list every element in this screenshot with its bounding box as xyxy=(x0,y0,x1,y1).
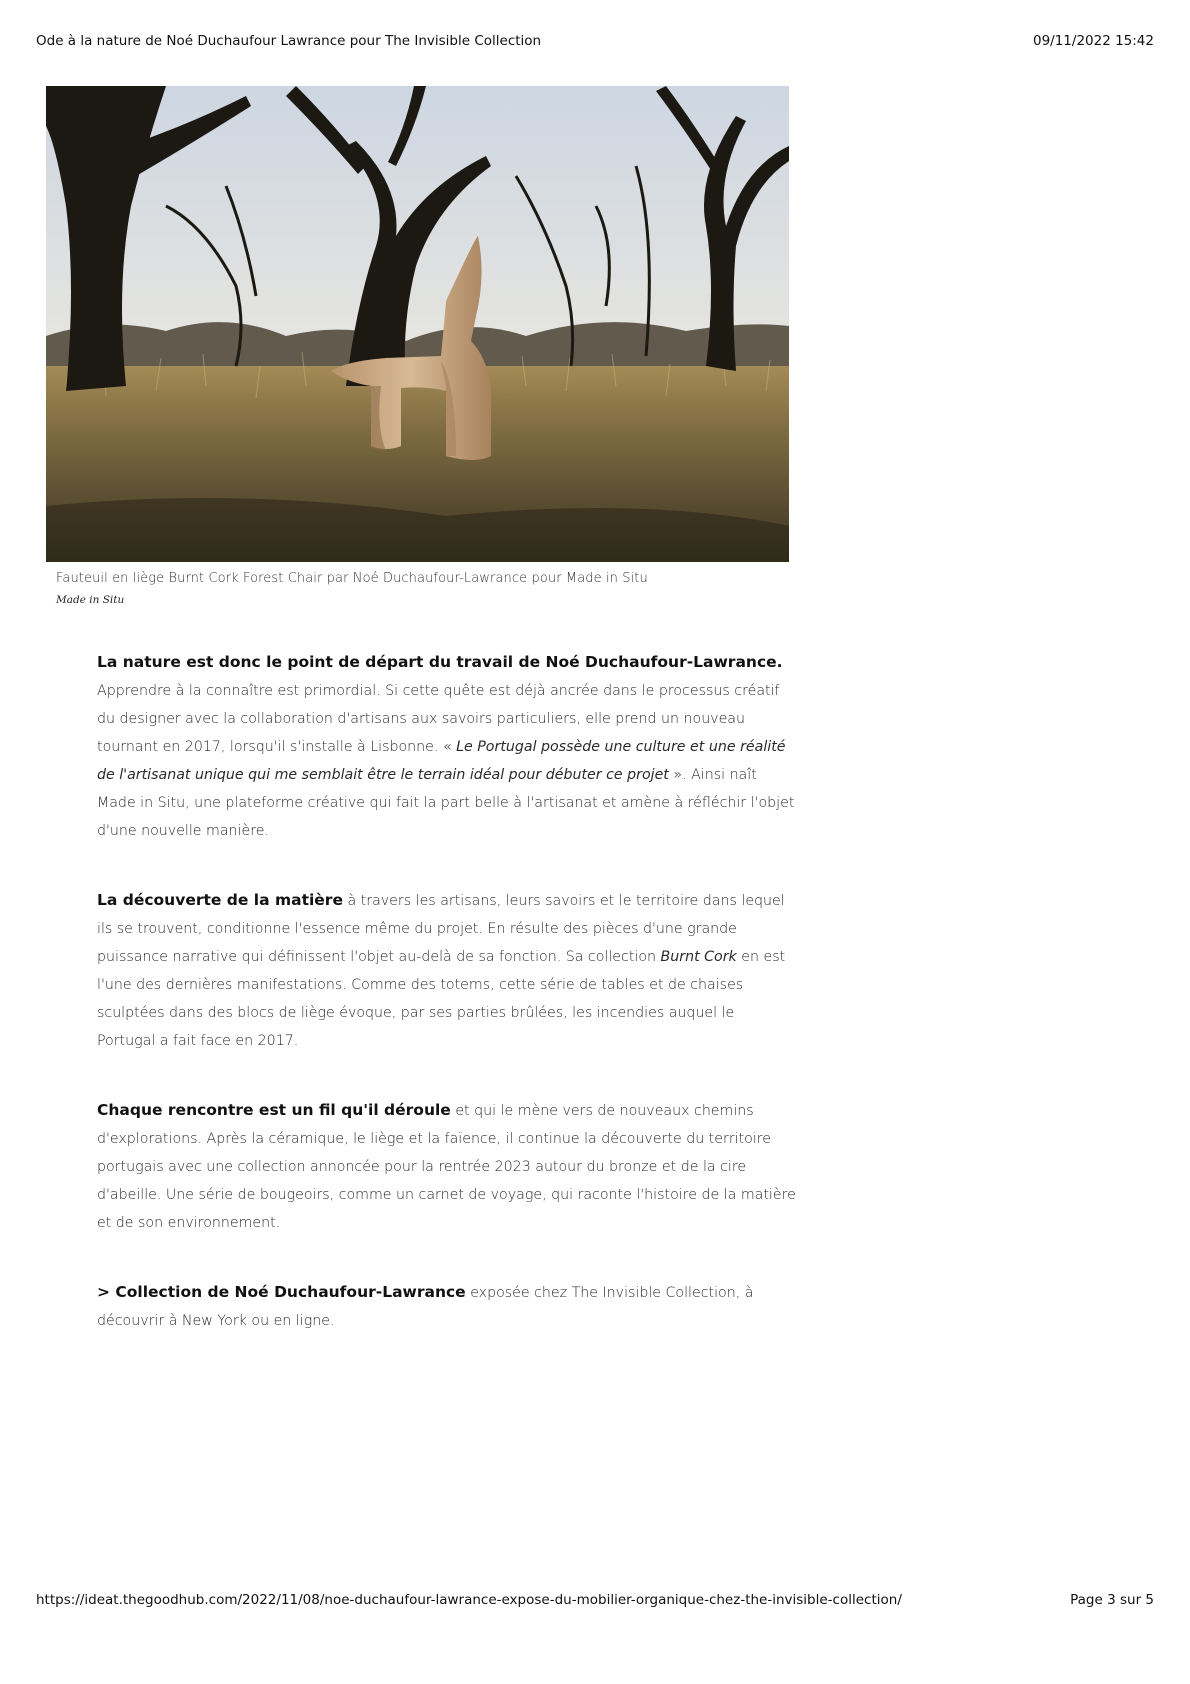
print-datetime: 09/11/2022 15:42 xyxy=(1032,33,1154,49)
paragraph-1-quote: Le Portugal possède une culture et une réalité de l'artisanat unique qui me semblait être le terrain idéal pour débuter ce projet xyxy=(97,739,786,783)
paragraph-2 xyxy=(97,886,797,1055)
page-url: https://ideat.thegoodhub.com/2022/11/08/noe-duchaufour-lawrance-expose-du-mobilier-organique-chez-the-invisible-collection/ xyxy=(36,1592,902,1608)
paragraph-1 xyxy=(97,648,797,845)
paragraph-4 xyxy=(97,1278,797,1335)
paragraph-1-lead: La nature est donc le point de départ du travail de Noé Duchaufour-Lawrance. xyxy=(97,653,783,671)
page-number: Page 3 sur 5 xyxy=(1070,1592,1154,1608)
paragraph-4-text-1: exposée chez The Invisible Collection, à découvrir à New York ou en ligne. xyxy=(97,1285,754,1329)
paragraph-2-lead: La découverte de la matière xyxy=(97,891,343,909)
paragraph-1-text-2: ». Ainsi naît Made in Situ, une plateforme créative qui fait la part belle à l'artisanat et amène à réfléchir l'objet d'une nouvelle manière. xyxy=(97,767,795,839)
image-caption: Fauteuil en liège Burnt Cork Forest Chair par Noé Duchaufour-Lawrance pour Made in Situ xyxy=(56,571,648,586)
paragraph-3-text-1: et qui le mène vers de nouveaux chemins d'explorations. Après la céramique, le liège et la faïence, il continue la découverte du territoire portugais avec une collection annoncée pour la rentrée 2023 autour du bronze et de la cire d'abeille. Une série de bougeoirs, comme un carnet de voyage, qui raconte l'histoire de la matière et de son environnement. xyxy=(97,1103,796,1231)
forest-chair-image xyxy=(46,86,789,562)
paragraph-2-text-2: en est l'une des dernières manifestations. Comme des totems, cette série de tables et de chaises sculptées dans des blocs de liège évoque, par ses parties brûlées, les incendies auquel le Portugal a fait face en 2017. xyxy=(97,949,786,1049)
paragraph-2-text-1: à travers les artisans, leurs savoirs et le territoire dans lequel ils se trouvent, conditionne l'essence même du projet. En résulte des pièces d'une grande puissance narrative qui définissent l'objet au-delà de sa fonction. Sa collection xyxy=(97,893,785,965)
print-header xyxy=(36,33,1154,53)
paragraph-3-lead: Chaque rencontre est un fil qu'il déroule xyxy=(97,1101,451,1119)
page-title: Ode à la nature de Noé Duchaufour Lawrance pour The Invisible Collection xyxy=(36,33,542,49)
print-footer xyxy=(36,1592,1154,1612)
image-credit: Made in Situ xyxy=(56,594,125,606)
article-photo xyxy=(46,86,789,562)
collection-link[interactable]: > Collection de Noé Duchaufour-Lawrance xyxy=(97,1283,466,1301)
paragraph-3 xyxy=(97,1096,797,1237)
paragraph-2-italic: Burnt Cork xyxy=(660,949,737,965)
article-body xyxy=(97,648,797,1376)
paragraph-1-text-1: Apprendre à la connaître est primordial. Si cette quête est déjà ancrée dans le processus créatif du designer avec la collaboration d'artisans aux savoirs particuliers, elle prend un nouveau tournant en 2017, lorsqu'il s'installe à Lisbonne. « xyxy=(97,683,780,755)
